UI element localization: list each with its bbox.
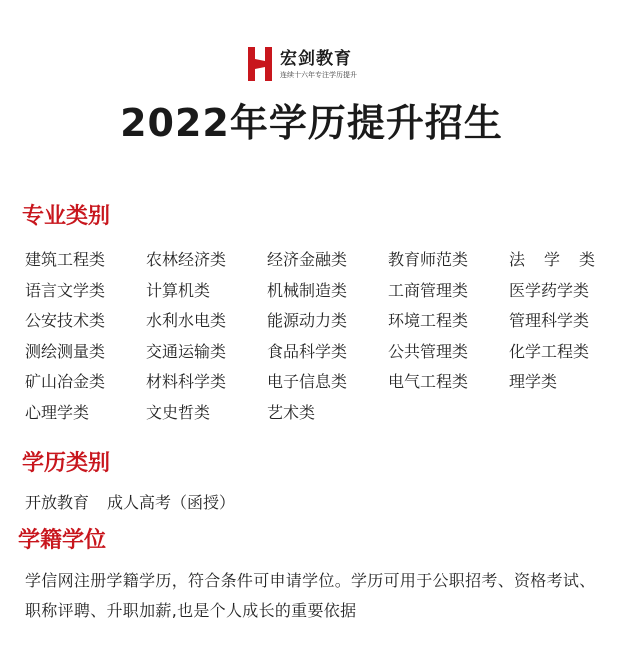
major-item: 机械制造类 <box>267 280 348 300</box>
major-item: 能源动力类 <box>267 311 348 330</box>
major-item: 农林经济类 <box>146 250 227 269</box>
brand-text <box>280 49 357 80</box>
major-item: 水利水电类 <box>146 311 227 330</box>
major-item: 建筑工程类 <box>25 250 106 269</box>
majors-grid <box>25 245 605 428</box>
major-item: 艺术类 <box>267 402 316 422</box>
major-item: 文史哲类 <box>146 402 211 422</box>
major-item: 心理学类 <box>25 402 90 422</box>
major-item: 管理科学类 <box>509 311 590 330</box>
major-item: 医学药学类 <box>509 280 590 300</box>
major-item: 公安技术类 <box>25 311 106 330</box>
majors-heading: 专业类别 <box>22 204 111 229</box>
education-type-item: 开放教育 <box>25 493 90 512</box>
brand-h-icon <box>248 47 272 81</box>
education-types-heading: 学历类别 <box>22 451 111 476</box>
education-type-item: 成人高考（函授） <box>107 493 236 512</box>
education-types-list <box>25 490 253 516</box>
major-item: 教育师范类 <box>388 250 469 269</box>
brand-name: 宏剑教育 <box>280 48 352 69</box>
page-title: 2022年学历提升招生 <box>120 101 503 145</box>
major-item: 法 学 类 <box>509 250 595 269</box>
major-item: 食品科学类 <box>267 341 348 361</box>
major-item: 交通运输类 <box>146 341 227 361</box>
degree-description: 学信网注册学籍学历，符合条件可申请学位。学历可用于公职招考、资格考试、职称评聘、升职加薪,也是个人成长的重要依据 <box>25 571 596 620</box>
major-item: 公共管理类 <box>388 341 469 361</box>
brand-logo <box>248 44 357 84</box>
major-item: 化学工程类 <box>509 341 590 361</box>
major-item: 电气工程类 <box>388 372 469 391</box>
major-item: 电子信息类 <box>267 372 348 391</box>
major-item: 材料科学类 <box>146 372 227 391</box>
major-item: 测绘测量类 <box>25 341 106 361</box>
major-item: 环境工程类 <box>388 311 469 330</box>
major-item: 矿山冶金类 <box>25 372 106 391</box>
major-item: 语言文学类 <box>25 280 106 300</box>
brand-slogan: 连续十六年专注学历提升 <box>280 70 357 79</box>
major-item: 计算机类 <box>146 280 211 300</box>
major-item: 工商管理类 <box>388 280 469 300</box>
major-item: 经济金融类 <box>267 250 348 269</box>
major-item: 理学类 <box>509 372 558 391</box>
degree-heading: 学籍学位 <box>18 528 107 553</box>
